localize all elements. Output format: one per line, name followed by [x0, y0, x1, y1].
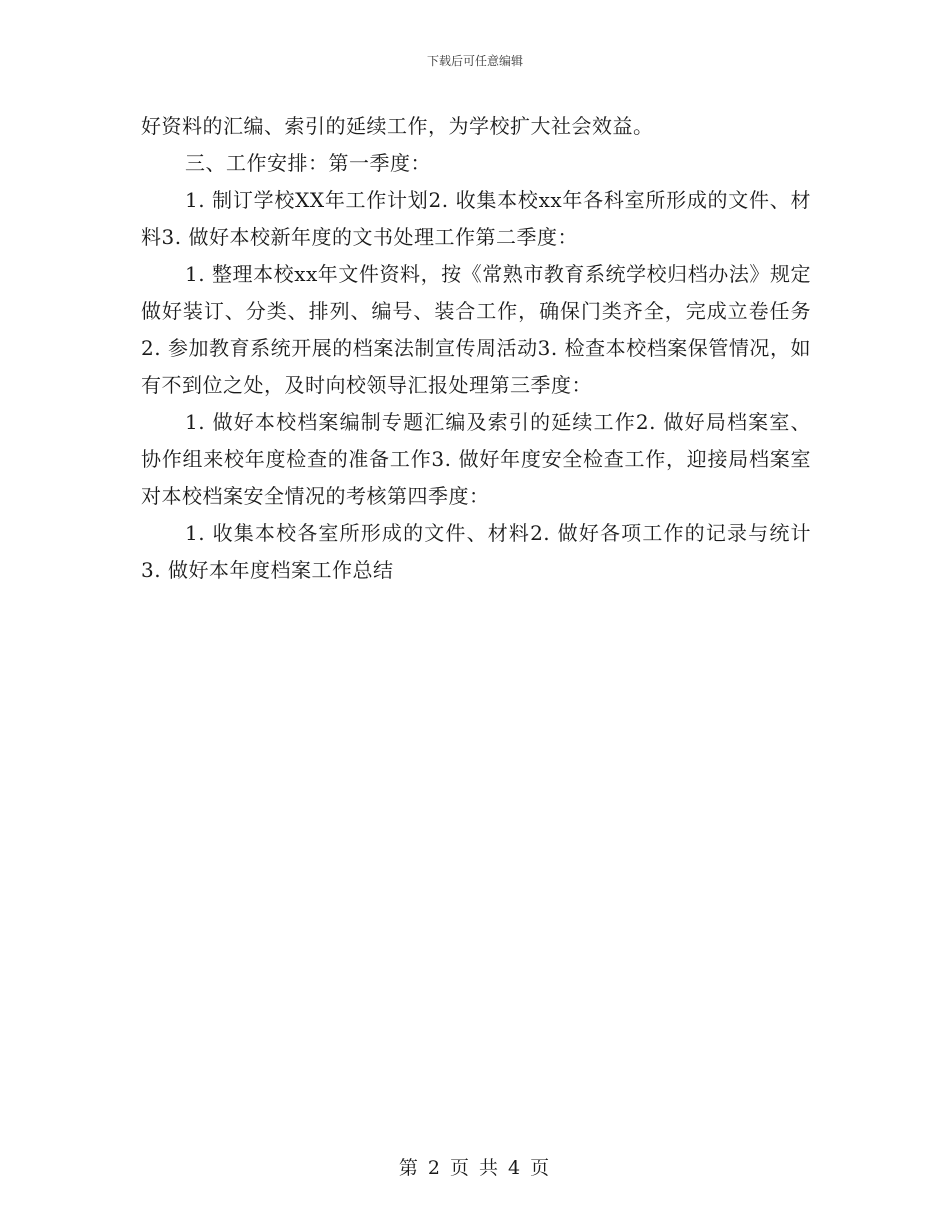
paragraph-q3-tasks: 1. 做好本校档案编制专题汇编及索引的延续工作2. 做好局档案室、协作组来校年度检查的准备工作3. 做好年度安全检查工作，迎接局档案室对本校档案安全情况的考核第四季度：	[141, 410, 811, 508]
paragraph-q1-tasks: 1. 制订学校XX年工作计划2. 收集本校xx年各科室所形成的文件、材料3. 做好本校新年度的文书处理工作第二季度：	[141, 188, 811, 249]
paragraph-q2-tasks: 1. 整理本校xx年文件资料，按《常熟市教育系统学校归档办法》规定做好装订、分类、排列、编号、装合工作，确保门类齐全，完成立卷任务2. 参加教育系统开展的档案法制宣传周活动3. 检查本校档案保管情况，如有不到位之处，及时向校领导汇报处理第三季度：	[141, 262, 811, 397]
paragraph-q4-tasks: 1. 收集本校各室所形成的文件、材料2. 做好各项工作的记录与统计3. 做好本年度档案工作总结	[141, 521, 811, 582]
paragraph-continuation: 好资料的汇编、索引的延续工作，为学校扩大社会效益。	[141, 114, 654, 138]
document-body	[141, 108, 811, 589]
page-number: 第 2 页 共 4 页	[398, 1157, 552, 1179]
paragraph-section-heading: 三、工作安排：第一季度：	[185, 151, 431, 175]
page-header: 下载后可任意编辑	[426, 54, 523, 68]
